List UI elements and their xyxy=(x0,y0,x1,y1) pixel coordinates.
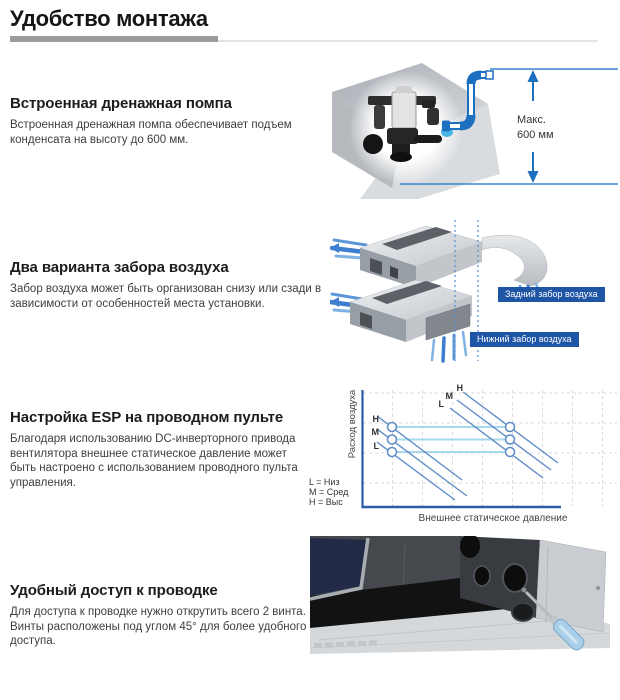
rear-intake-badge: Задний забор воздуха xyxy=(498,287,605,302)
section-drain-pump xyxy=(10,95,322,147)
legend-item: M = Сред xyxy=(309,487,349,497)
drain-pump-illustration xyxy=(330,56,618,199)
chart-legend xyxy=(309,477,349,507)
figure-drain-pump xyxy=(330,56,618,199)
section-heading: Настройка ESP на проводном пульте xyxy=(10,409,284,426)
y-axis-label: Расход воздуха xyxy=(347,389,358,459)
section-wiring-access xyxy=(10,582,325,649)
esp-chart xyxy=(305,372,620,524)
max-height-label: Макс. xyxy=(517,114,546,126)
airflow-guides xyxy=(392,427,513,452)
curved-rear-duct xyxy=(482,235,547,286)
bottom-intake-badge: Нижний забор воздуха xyxy=(470,332,579,347)
curve-label: H xyxy=(372,414,379,424)
title-underline-dark xyxy=(10,36,218,42)
curve-label: M xyxy=(445,391,453,401)
section-heading: Удобный доступ к проводке xyxy=(10,582,218,599)
x-axis-label: Внешнее статическое давление xyxy=(418,513,568,524)
curve-label: H xyxy=(456,383,463,393)
section-heading: Встроенная дренажная помпа xyxy=(10,95,232,112)
section-body: Встроенная дренажная помпа обеспечивает подъем конденсата на высоту до 600 мм. xyxy=(10,119,292,146)
section-heading: Два варианта забора воздуха xyxy=(10,259,229,276)
chart-grid xyxy=(363,390,617,506)
curve-label: M xyxy=(371,427,379,437)
figure-wiring-access xyxy=(310,536,618,662)
figure-esp-chart xyxy=(305,372,620,524)
page-title: Удобство монтажа xyxy=(10,6,208,31)
section-esp-setting xyxy=(10,409,310,490)
curve-label: L xyxy=(373,441,379,451)
wiring-access-photo xyxy=(310,536,618,662)
section-air-intake xyxy=(10,259,322,311)
fan-curves xyxy=(377,392,558,500)
up-arrow-icon xyxy=(528,70,539,101)
section-body: Благодаря использованию DC-инверторного привода вентилятора внешнее статическое давление может быть настроено с использованием проводного пульта управления. xyxy=(10,433,298,489)
figure-air-intake xyxy=(330,218,618,365)
legend-item: H = Выс xyxy=(309,497,343,507)
section-body: Забор воздуха может быть организован снизу или сзади в зависимости от особенностей места установки. xyxy=(10,283,322,310)
curve-label: L xyxy=(438,399,444,409)
down-arrow-icon xyxy=(528,152,539,183)
height-value-label: 600 мм xyxy=(517,129,554,141)
legend-item: L = Низ xyxy=(309,477,340,487)
section-body: Для доступа к проводке нужно открутить всего 2 винта. Винты расположены под углом 45° для более удобного доступа. xyxy=(10,606,307,647)
bottom-intake-unit xyxy=(330,280,472,361)
